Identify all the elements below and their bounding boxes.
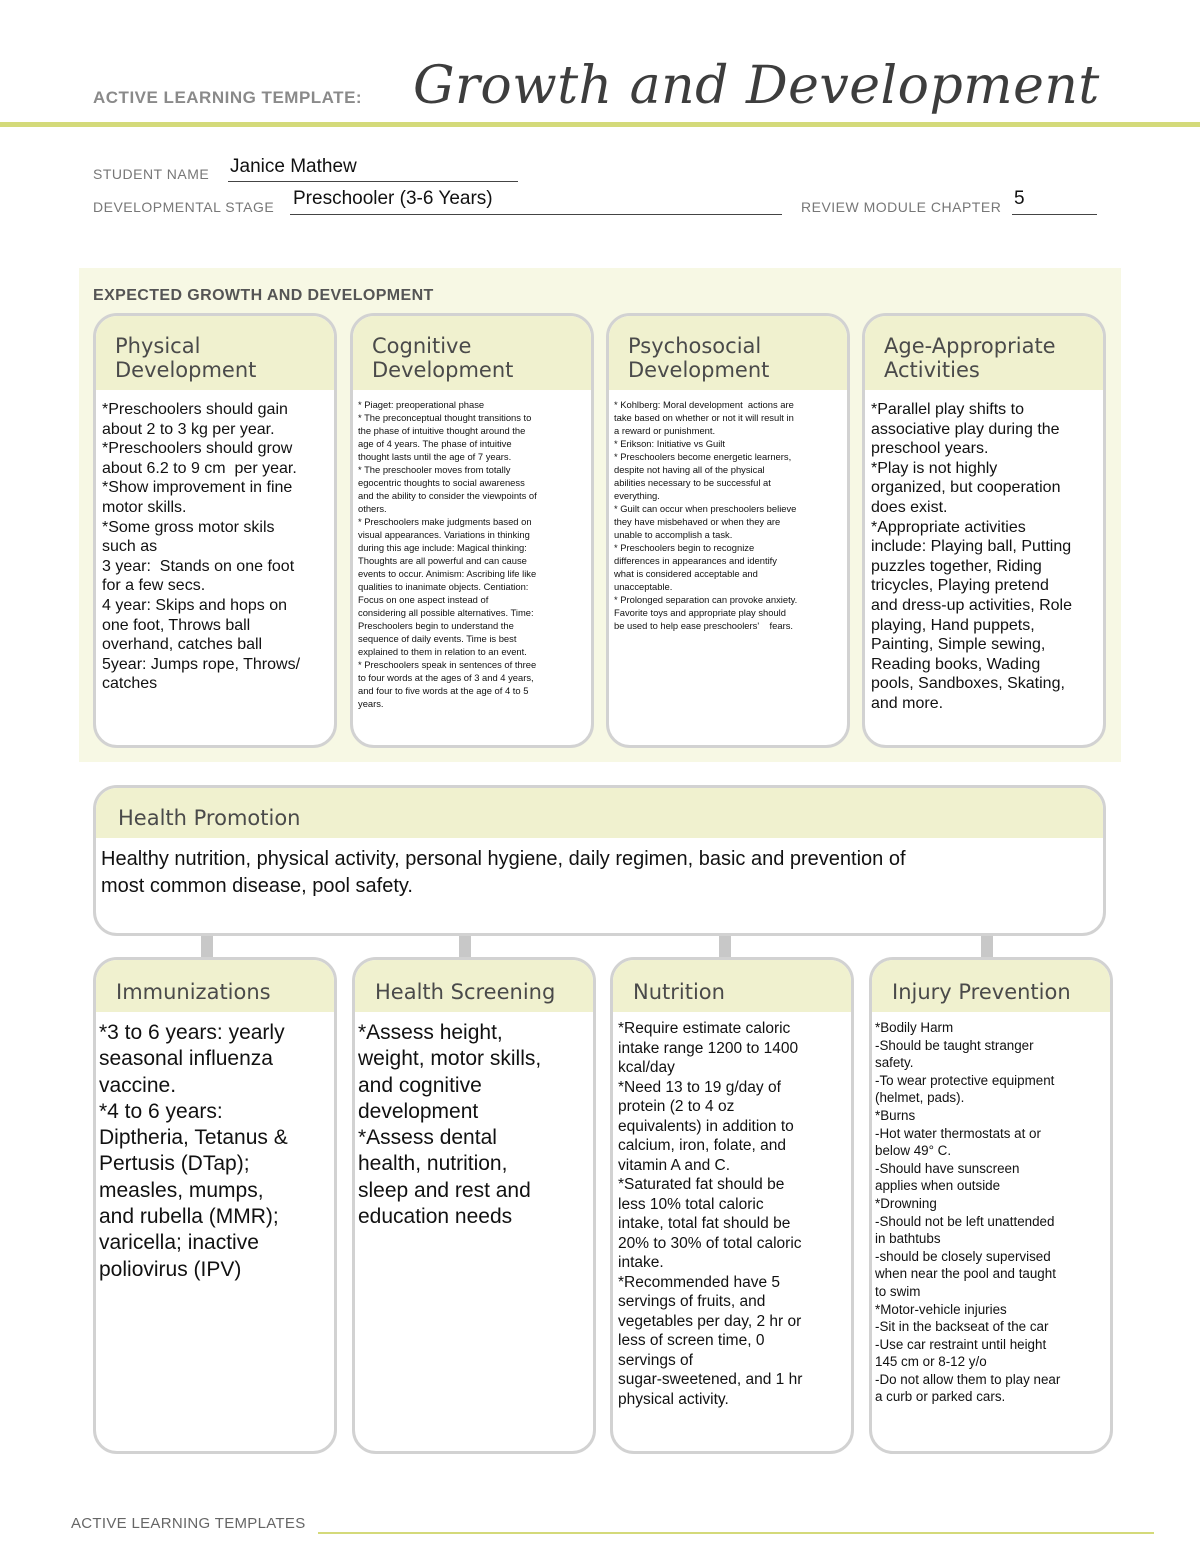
nutrition-card: [610, 957, 854, 1454]
activities-title-1: Age-Appropriate: [884, 334, 1056, 358]
injury-prevention-header: [872, 960, 1110, 1014]
health-screening-header: [355, 960, 593, 1014]
psychosocial-development-title-2: Development: [628, 358, 770, 382]
psychosocial-development-title-1: Psychosocial: [628, 334, 762, 358]
header-divider: [0, 122, 1200, 127]
injury-prevention-title: Injury Prevention: [892, 980, 1071, 1004]
health-screening-card: [352, 957, 596, 1454]
injury-prevention-card: [869, 957, 1113, 1454]
age-appropriate-activities-card: [862, 313, 1106, 748]
psychosocial-development-body[interactable]: * Kohlberg: Moral development actions are take based on whether or not it will result in a reward or punishment. * Erikson: Initiative vs Guilt * Preschoolers become energetic learners, despite not having all of the physical abilities necessary to be successful at everything. * Guilt can occur when preschoolers believe they have misbehaved or when they are unable to accomplish a task. * Preschoolers begin to recognize differences in appearances and identify what is considered acceptable and unacceptable. * Prolonged separation can provoke anxiety. Favorite toys and appropriate play should be used to help ease preschoolers' fears.: [614, 399, 798, 631]
expected-growth-title: EXPECTED GROWTH AND DEVELOPMENT: [93, 287, 434, 304]
immunizations-title: Immunizations: [116, 980, 271, 1004]
cognitive-development-title-2: Development: [372, 358, 514, 382]
developmental-stage-label: DEVELOPMENTAL STAGE: [93, 199, 275, 215]
cognitive-development-body[interactable]: * Piaget: preoperational phase * The preconceptual thought transitions to the phase of intuitive thought around the age of 4 years. The phase of intuitive thought lasts until the age of 7 years. * The preschooler moves from totally egocentric thoughts to social awareness and the ability to consider the viewpoints of others. * Preschoolers make judgments based on visual appearances. Variations in thinking during this age include: Magical thinking: Thoughts are all powerful and can cause events to occur. Animism: Ascribing life like qualities to inanimate objects. Centiation: Focus on one aspect instead of considering all possible alternatives. Time: Preschoolers begin to understand the sequence of daily events. Time is best explained to them in relation to an event. * Preschoolers speak in sentences of three to four words at the ages of 3 and 4 years, and four to five words at the age of 4 to 5 years.: [358, 399, 537, 709]
activities-header: [865, 316, 1103, 392]
health-promotion-header: [96, 788, 1103, 840]
psychosocial-development-card: [606, 313, 850, 748]
footer-label: ACTIVE LEARNING TEMPLATES: [71, 1515, 306, 1532]
connector: [719, 936, 731, 958]
review-module-label: REVIEW MODULE CHAPTER: [801, 199, 1002, 215]
page-title: Growth and Development: [413, 56, 1100, 116]
review-module-field[interactable]: [1012, 193, 1097, 215]
activities-body[interactable]: *Parallel play shifts to associative play during the preschool years. *Play is not highly organized, but cooperation does exist. *Appropriate activities include: Playing ball, Putting puzzles together, Riding tricycles, Playing pretend and dress-up activities, Role playing, Hand puppets, Painting, Simple sewing, Reading books, Wading pools, Sandboxes, Skating, and more.: [871, 401, 1072, 712]
psychosocial-development-header: [609, 316, 847, 392]
physical-development-title-2: Development: [115, 358, 257, 382]
health-promotion-card: [93, 785, 1106, 936]
health-screening-body[interactable]: *Assess height, weight, motor skills, and cognitive development *Assess dental health, nutrition, sleep and rest and education needs: [358, 1021, 542, 1229]
footer-divider: [318, 1532, 1154, 1534]
physical-development-card: [93, 313, 337, 748]
student-name-value: Janice Mathew: [230, 156, 357, 177]
cognitive-development-title-1: Cognitive: [372, 334, 472, 358]
review-module-value: 5: [1014, 188, 1025, 209]
injury-prevention-body[interactable]: *Bodily Harm -Should be taught stranger safety. -To wear protective equipment (helmet, pads). *Burns -Hot water thermostats at or below 49° C. -Should have sunscreen applies when outside *Drowning -Should not be left unattended in bathtubs -should be closely supervised when near the pool and taught to swim *Motor-vehicle injuries -Sit in the backseat of the car -Use car restraint until height 145 cm or 8-12 y/o -Do not allow them to play near a curb or parked cars.: [875, 1020, 1061, 1405]
health-promotion-body[interactable]: Healthy nutrition, physical activity, personal hygiene, daily regimen, basic and prevention of most common disease, pool safety.: [101, 848, 906, 897]
immunizations-card: [93, 957, 337, 1454]
nutrition-title: Nutrition: [633, 980, 725, 1004]
physical-development-title-1: Physical: [115, 334, 201, 358]
physical-development-header: [96, 316, 334, 392]
health-promotion-title: Health Promotion: [118, 806, 301, 830]
connector: [459, 936, 471, 958]
student-name-label: STUDENT NAME: [93, 166, 210, 182]
activities-title-2: Activities: [884, 358, 980, 382]
template-label: ACTIVE LEARNING TEMPLATE:: [93, 88, 363, 107]
immunizations-header: [96, 960, 334, 1014]
connector: [981, 936, 993, 958]
developmental-stage-value: Preschooler (3-6 Years): [293, 188, 493, 209]
nutrition-header: [613, 960, 851, 1014]
nutrition-body[interactable]: *Require estimate caloric intake range 1200 to 1400 kcal/day *Need 13 to 19 g/day of protein (2 to 4 oz equivalents) in addition to calcium, iron, folate, and vitamin A and C. *Saturated fat should be less 10% total caloric intake, total fat should be 20% to 30% of total caloric intake. *Recommended have 5 servings of fruits, and vegetables per day, 2 hr or less of screen time, 0 servings of sugar-sweetened, and 1 hr physical activity.: [618, 1020, 803, 1408]
connector: [201, 936, 213, 958]
cognitive-development-header: [353, 316, 591, 392]
health-screening-title: Health Screening: [375, 980, 556, 1004]
physical-development-body[interactable]: *Preschoolers should gain about 2 to 3 kg per year. *Preschoolers should grow about 6.2 to 9 cm per year. *Show improvement in fine motor skills. *Some gross motor skils such as 3 year: Stands on one foot for a few secs. 4 year: Skips and hops on one foot, Throws ball overhand, catches ball 5year: Jumps rope, Throws/ catches: [102, 401, 301, 693]
cognitive-development-card: [350, 313, 594, 748]
immunizations-body[interactable]: *3 to 6 years: yearly seasonal influenza vaccine. *4 to 6 years: Diptheria, Tetanus & Pertusis (DTap); measles, mumps, and rubella (MMR); varicella; inactive poliovirus (IPV): [99, 1021, 288, 1281]
